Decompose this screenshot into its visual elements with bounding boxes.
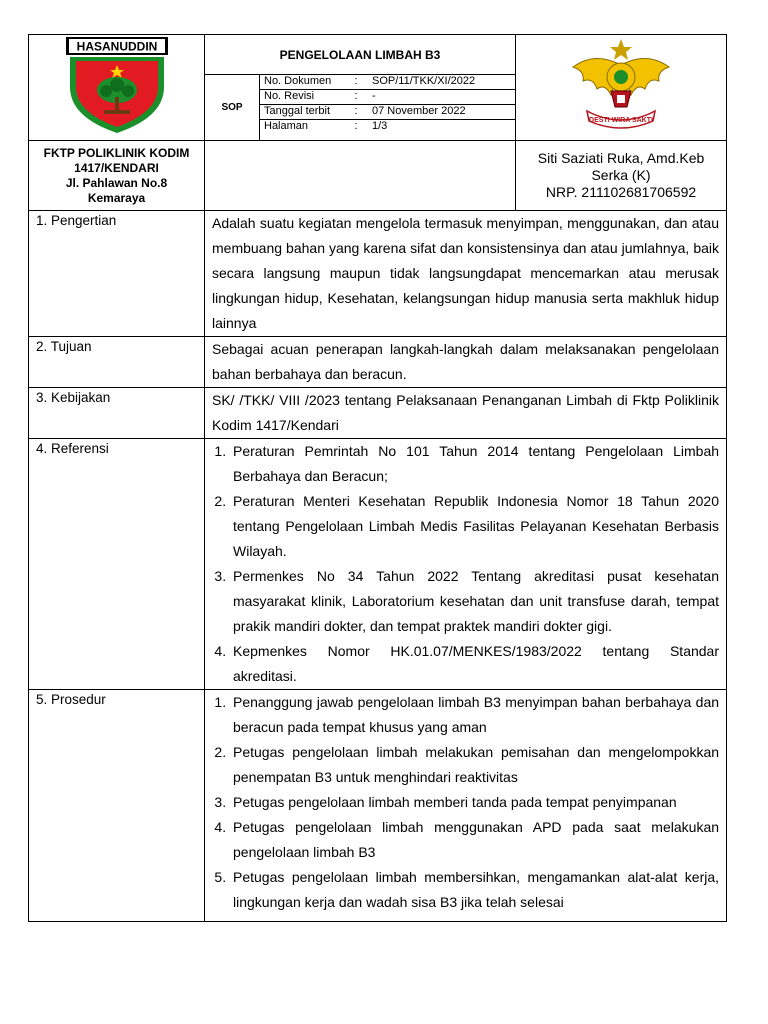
hasanuddin-shield-logo [62, 35, 172, 135]
section-text: Adalah suatu kegiatan mengelola termasuk menyimpan, menggunakan, dan atau membuang bahan yang karena sifat dan konsistensinya dan atau jumlahnya, baik secara langsung maupun tidak langsungdapat mencemarkan atau merusak lingkungan hidup, Kesehatan, kelangsungan hidup manusia serta makhluk hidup lainnya [205, 211, 727, 337]
section-pengertian [29, 211, 727, 337]
section-label: 5. Prosedur [29, 690, 205, 922]
list-item: 3. Permenkes No 34 Tahun 2022 Tentang akreditasi pusat kesehatan masyarakat klinik, Laboratorium kesehatan dan unit transfuse darah, tempat prakik mandiri dokter, dan tempat praktek mandiri dokter gigi. [230, 564, 719, 639]
signer-block [516, 141, 727, 211]
section-label: 1. Pengertian [29, 211, 205, 337]
org-line-2: 1417/KENDARI [74, 160, 159, 175]
sop-table [28, 34, 727, 922]
kodim-logo-cell [29, 35, 205, 141]
meta-value: - [368, 90, 515, 105]
section-tujuan [29, 337, 727, 388]
org-line-3: Jl. Pahlawan No.8 [65, 175, 168, 190]
section-label: 3. Kebijakan [29, 388, 205, 439]
logo-right-label: DESTI WIRA SAKTI [589, 117, 653, 124]
list-item: 3. Petugas pengelolaan limbah memberi tanda pada tempat penyimpanan [230, 790, 719, 815]
meta-sep: : [344, 90, 368, 105]
meta-key: No. Revisi [260, 90, 344, 105]
section-list-cell [205, 439, 727, 690]
meta-value: 07 November 2022 [368, 105, 515, 120]
list-item: 2. Peraturan Menteri Kesehatan Republik Indonesia Nomor 18 Tahun 2020 tentang Pengelolaan Limbah Medis Fasilitas Pelayanan Kesehatan Berbasis Wilayah. [230, 489, 719, 564]
meta-sep: : [344, 120, 368, 135]
meta-key: Tanggal terbit [260, 105, 344, 120]
referensi-list [212, 439, 719, 689]
section-kebijakan [29, 388, 727, 439]
logo-left-label: HASANUDDIN [76, 39, 157, 54]
meta-sep: : [344, 105, 368, 120]
meta-sep: : [354, 75, 358, 87]
section-label: 4. Referensi [29, 439, 205, 690]
org-line-4: Kemaraya [87, 190, 146, 205]
section-referensi [29, 439, 727, 690]
prosedur-list [212, 690, 719, 915]
section-text: SK/ /TKK/ VIII /2023 tentang Pelaksanaan Penanganan Limbah di Fktp Poliklinik Kodim 1417/Kendari [205, 388, 727, 439]
signer-rank: Serka (K) [591, 167, 651, 183]
list-item: 4. Kepmenkes Nomor HK.01.07/MENKES/1983/2022 tentang Standar akreditasi. [230, 639, 719, 689]
meta-key: No. Dokumen [264, 75, 332, 87]
blank-cell [205, 141, 516, 211]
document-title: PENGELOLAAN LIMBAH B3 [205, 35, 516, 75]
meta-row [260, 75, 515, 90]
org-line-1: FKTP POLIKLINIK KODIM [43, 145, 190, 160]
organization-block [29, 141, 205, 211]
meta-row [260, 120, 515, 135]
sop-label: SOP [205, 75, 260, 141]
list-item: 5. Petugas pengelolaan limbah membersihkan, mengamankan alat-alat kerja, lingkungan kerja dan wadah sisa B3 jika telah selesai [230, 865, 719, 915]
section-prosedur [29, 690, 727, 922]
list-item: 2. Petugas pengelolaan limbah melakukan pemisahan dan mengelompokkan penempatan B3 untuk menghindari reaktivitas [230, 740, 719, 790]
list-item: 4. Petugas pengelolaan limbah menggunakan APD pada saat melakukan pengelolaan limbah B3 [230, 815, 719, 865]
meta-row [260, 105, 515, 120]
tniad-logo-cell [516, 35, 727, 141]
meta-row [260, 90, 515, 105]
meta-value: SOP/11/TKK/XI/2022 [372, 75, 476, 87]
meta-key: Halaman [260, 120, 344, 135]
section-text: Sebagai acuan penerapan langkah-langkah dalam melaksanakan pengelolaan bahan berbahaya dan beracun. [205, 337, 727, 388]
sop-document [28, 34, 726, 922]
section-list-cell [205, 690, 727, 922]
section-label: 2. Tujuan [29, 337, 205, 388]
document-meta-cell [260, 75, 516, 141]
list-item: 1. Penanggung jawab pengelolaan limbah B3 menyimpan bahan berbahaya dan beracun pada tempat khusus yang aman [230, 690, 719, 740]
meta-value: 1/3 [368, 120, 515, 135]
signer-nrp: NRP. 211102681706592 [545, 184, 697, 200]
list-item: 1. Peraturan Pemrintah No 101 Tahun 2014 tentang Pengelolaan Limbah Berbahaya dan Beracun; [230, 439, 719, 489]
signer-name: Siti Saziati Ruka, Amd.Keb [537, 150, 705, 166]
document-meta [260, 75, 515, 134]
desti-wira-sakti-emblem [565, 37, 677, 133]
